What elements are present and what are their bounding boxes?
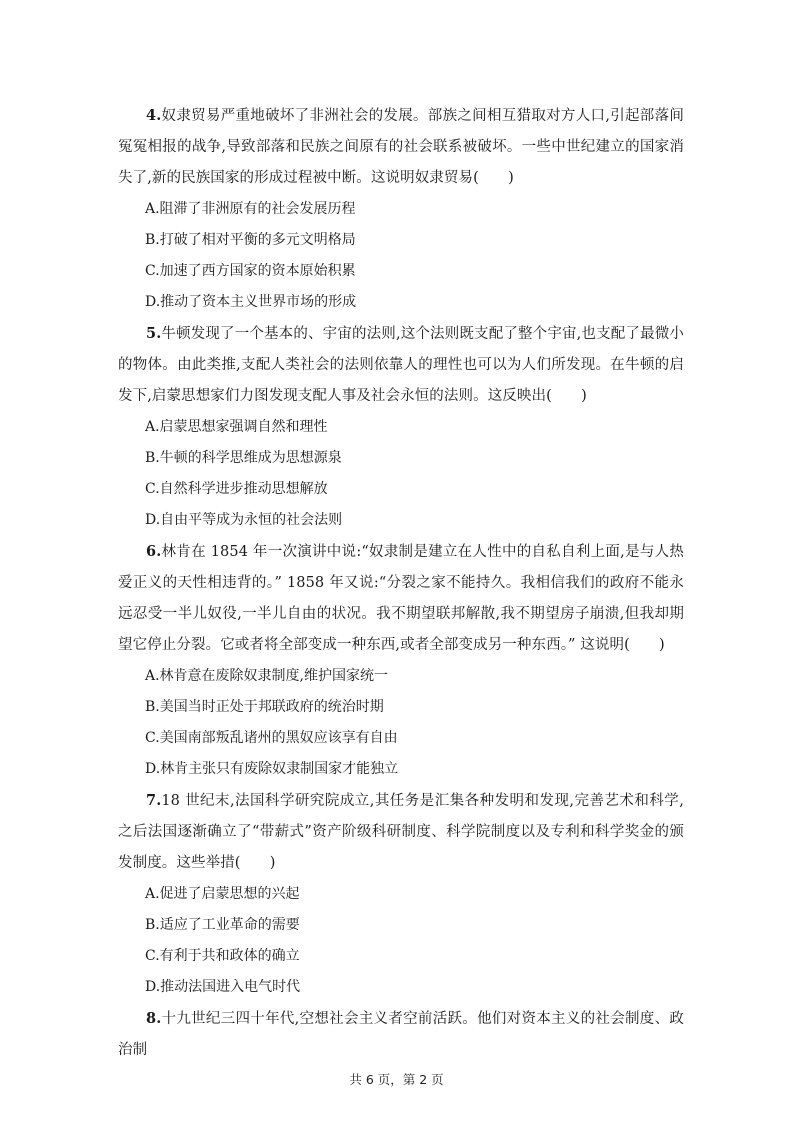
question-stem <box>118 1003 684 1066</box>
question-5 <box>118 318 684 536</box>
option-b: B.打破了相对平衡的多元文明格局 <box>145 232 356 248</box>
question-number: 5. <box>146 325 162 342</box>
option-b: B.美国当时正处于邦联政府的统治时期 <box>145 699 384 715</box>
option-d: D.推动了资本主义世界市场的形成 <box>145 294 357 310</box>
question-stem <box>118 100 684 194</box>
page-footer: 共 6 页，第 2 页 <box>349 1072 444 1087</box>
question-number: 4. <box>146 107 162 124</box>
question-7 <box>118 785 684 1003</box>
option-d: D.推动法国进入电气时代 <box>145 979 301 995</box>
option-b: B.适应了工业革命的需要 <box>145 917 300 933</box>
question-text: 18 世纪末,法国科学研究院成立,其任务是汇集各种发明和发现,完善艺术和科学,之后法国逐渐确立了“带薪式”资产阶级科研制度、科学院制度以及专利和科学奖金的颁发制度。这些举措( ) <box>118 793 684 871</box>
option-c: C.美国南部叛乱诸州的黑奴应该享有自由 <box>145 730 398 746</box>
question-stem <box>118 318 684 412</box>
question-text: 牛顿发现了一个基本的、宇宙的法则,这个法则既支配了整个宇宙,也支配了最微小的物体。由此类推,支配人类社会的法则依靠人的理性也可以为人们所发现。在牛顿的启发下,启蒙思想家们力图发现支配人事及社会永恒的法则。这反映出( ) <box>118 326 684 404</box>
question-stem <box>118 536 684 661</box>
option-a: A.促进了启蒙思想的兴起 <box>145 886 300 902</box>
question-list <box>118 100 684 1066</box>
option-a: A.林肯意在废除奴隶制度,维护国家统一 <box>145 668 389 684</box>
option-c: C.自然科学进步推动思想解放 <box>145 481 328 497</box>
option-d: D.自由平等成为永恒的社会法则 <box>145 512 343 528</box>
question-stem <box>118 785 684 879</box>
option-a: A.阻滞了非洲原有的社会发展历程 <box>145 201 356 217</box>
question-8 <box>118 1003 684 1066</box>
question-text: 奴隶贸易严重地破坏了非洲社会的发展。部族之间相互猎取对方人口,引起部落间冤冤相报的战争,导致部落和民族之间原有的社会联系被破坏。一些中世纪建立的国家消失了,新的民族国家的形成过程被中断。这说明奴隶贸易( ) <box>118 108 684 186</box>
option-a: A.启蒙思想家强调自然和理性 <box>145 419 328 435</box>
question-6 <box>118 536 684 785</box>
option-c: C.加速了西方国家的资本原始积累 <box>145 263 356 279</box>
option-b: B.牛顿的科学思维成为思想源泉 <box>145 450 342 466</box>
question-number: 7. <box>146 792 162 809</box>
option-d: D.林肯主张只有废除奴隶制国家才能独立 <box>145 761 399 777</box>
option-c: C.有利于共和政体的确立 <box>145 948 300 964</box>
question-text: 十九世纪三四十年代,空想社会主义者空前活跃。他们对资本主义的社会制度、政治制 <box>118 1011 684 1058</box>
question-4 <box>118 100 684 318</box>
question-number: 6. <box>146 543 162 560</box>
question-text: 林肯在 1854 年一次演讲中说:“奴隶制是建立在人性中的自私自利上面,是与人热爱正义的天性相违背的。” 1858 年又说:“分裂之家不能持久。我相信我们的政府不能永远忍受一半儿奴役,一半儿自由的状况。我不期望联邦解散,我不期望房子崩溃,但我却期望它停止分裂。它或者将全部变成一种东西,或者全部变成另一种东西。” 这说明( ) <box>118 544 684 653</box>
question-number: 8. <box>146 1010 162 1027</box>
